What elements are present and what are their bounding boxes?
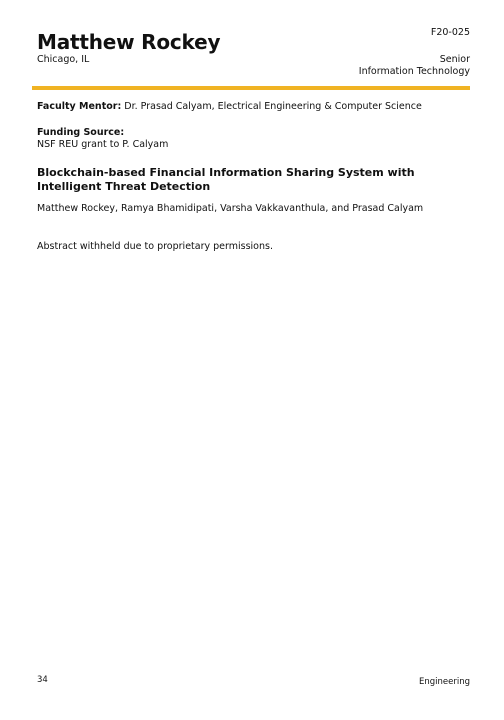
abstract-code: F20-025 [430,27,470,38]
student-year: Senior [439,54,470,65]
student-name: Matthew Rockey [37,30,221,54]
project-authors: Matthew Rockey, Ramya Bhamidipati, Varsha Vakkavanthula, and Prasad Calyam [37,203,424,214]
faculty-mentor-label: Faculty Mentor: [37,101,122,112]
faculty-mentor-value: Dr. Prasad Calyam, Electrical Engineering & Computer Science [124,101,422,112]
abstract-text: Abstract withheld due to proprietary permissions. [37,241,273,252]
faculty-mentor [37,101,422,113]
student-hometown: Chicago, IL [37,54,90,65]
funding-source-label: Funding Source: [37,127,125,138]
funding-source-value: NSF REU grant to P. Calyam [37,139,169,150]
header-divider [32,86,470,90]
section-label: Engineering [419,677,470,687]
page-number: 34 [37,675,48,685]
project-title: Blockchain-based Financial Information Sharing System with Intelligent Threat Detection [37,166,415,193]
student-major: Information Technology [358,66,470,77]
